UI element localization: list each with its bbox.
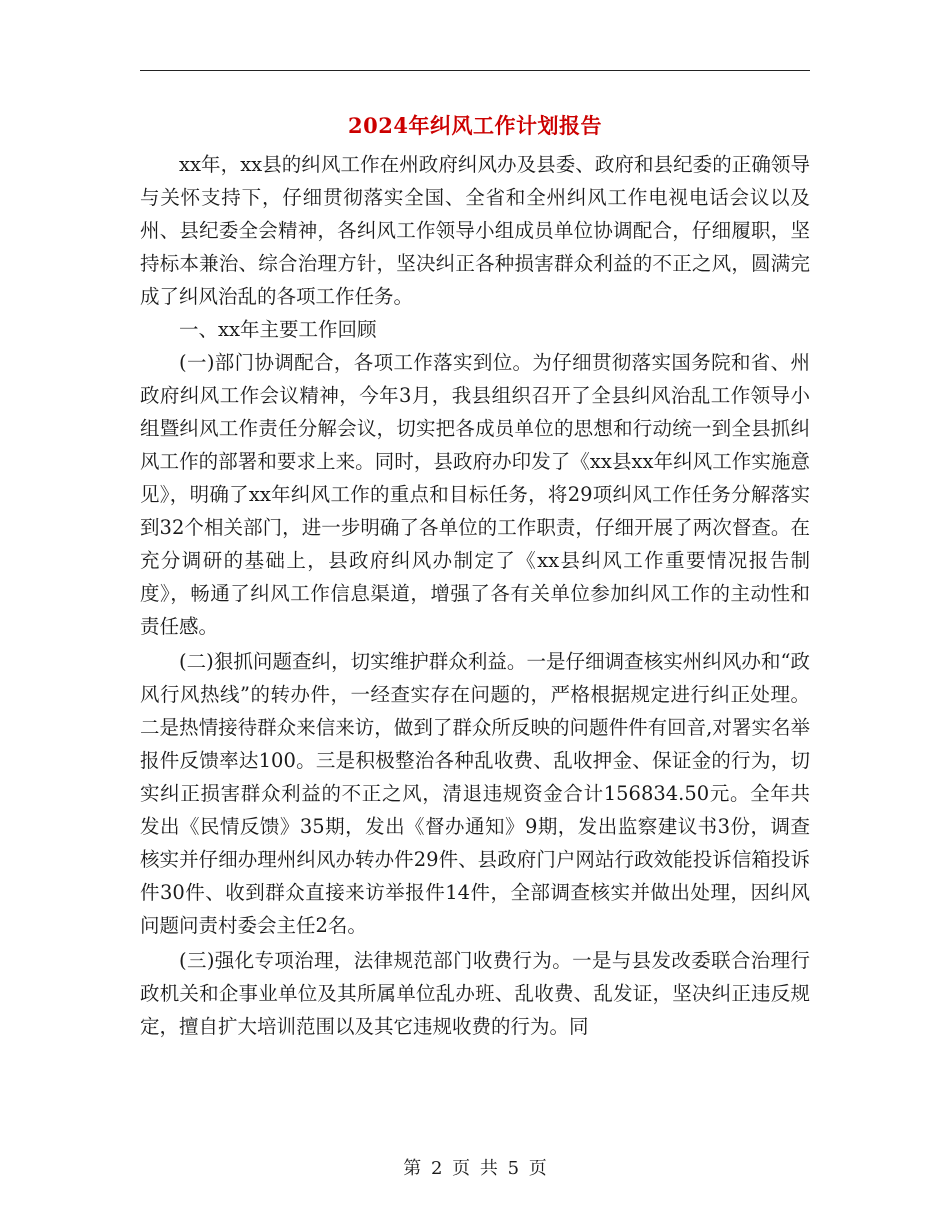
section-3-paragraph: (三)强化专项治理，法律规范部门收费行为。一是与县发改委联合治理行政机关和企事业单位及其所属单位乱办班、乱收费、乱发证，坚决纠正违反规定，擅自扩大培训范围以及其它违规收费的行为。同 (140, 949, 810, 1038)
intro-paragraph: xx年，xx县的纠风工作在州政府纠风办及县委、政府和县纪委的正确领导与关怀支持下，仔细贯彻落实全国、全省和全州纠风工作电视电话会议以及州、县纪委全会精神，各纠风工作领导小组成员单位协调配合，仔细履职，坚持标本兼治、综合治理方针，坚决纠正各种损害群众利益的不正之风，圆满完成了纠风治乱的各项工作任务。 (140, 153, 810, 308)
document-body (140, 148, 810, 1043)
section-2-paragraph: (二)狠抓问题查纠，切实维护群众利益。一是仔细调查核实州纠风办和“政风行风热线”的转办件，一经查实存在问题的，严格根据规定进行纠正处理。二是热情接待群众来信来访，做到了群众所反映的问题件件有回音,对署实名举报件反馈率达100。三是积极整治各种乱收费、乱收押金、保证金的行为，切实纠正损害群众利益的不正之风，清退违规资金合计156834.50元。全年共发出《民情反馈》35期，发出《督办通知》9期，发出监察建议书3份，调查核实并仔细办理州纠风办转办件29件、县政府门户网站行政效能投诉信箱投诉件30件、收到群众直接来访举报件14件，全部调查核实并做出处理，因纠风问题问责村委会主任2名。 (140, 650, 810, 937)
header-rule (140, 70, 810, 71)
document-title: 2024年纠风工作计划报告 (348, 113, 602, 138)
page-number: 第 2 页 共 5 页 (403, 1158, 547, 1179)
section-1-paragraph: (一)部门协调配合，各项工作落实到位。为仔细贯彻落实国务院和省、州政府纠风工作会议精神，今年3月，我县组织召开了全县纠风治乱工作领导小组暨纠风工作责任分解会议，切实把各成员单位的思想和行动统一到全县抓纠风工作的部署和要求上来。同时，县政府办印发了《xx县xx年纠风工作实施意见》，明确了xx年纠风工作的重点和目标任务，将29项纠风工作任务分解落实到32个相关部门，进一步明确了各单位的工作职责，仔细开展了两次督查。在充分调研的基础上，县政府纠风办制定了《xx县纠风工作重要情况报告制度》，畅通了纠风工作信息渠道，增强了各有关单位参加纠风工作的主动性和责任感。 (140, 351, 810, 638)
section-heading: 一、xx年主要工作回顾 (179, 318, 377, 341)
